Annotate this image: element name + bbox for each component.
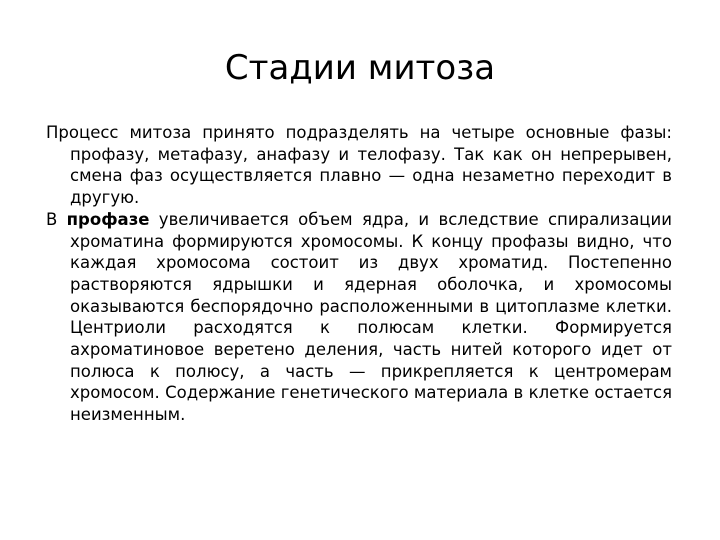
slide-body <box>46 122 672 426</box>
intro-paragraph: Процесс митоза принято подразделять на четыре основные фазы: профазу, метафазу, анафазу и телофазу. Так как он непрерывен, смена фаз осуществляется плавно — одна незаметно переходит в другую. <box>46 123 672 208</box>
prophase-body-text: увеличивается объем ядра, и вследствие спирализации хроматина формируются хромосомы. К концу профазы видно, что каждая хромосома состоит из двух хроматид. Постепенно растворяются ядрышки и ядерная оболочка, и хромосомы оказываются беспорядочно расположенными в цитоплазме клетки. Центриоли расходятся к полюсам клетки. Формируется ахроматиновое веретено деления, часть нитей которого идет от полюса к полюсу, а часть — прикрепляется к центромерам хромосом. Содержание генетического материала в клетке остается неизменным. <box>70 209 672 425</box>
prophase-term: профазе <box>66 209 150 229</box>
prophase-paragraph <box>46 209 672 426</box>
prophase-lead-text: В <box>46 209 67 229</box>
slide-title: Стадии митоза <box>224 48 496 88</box>
